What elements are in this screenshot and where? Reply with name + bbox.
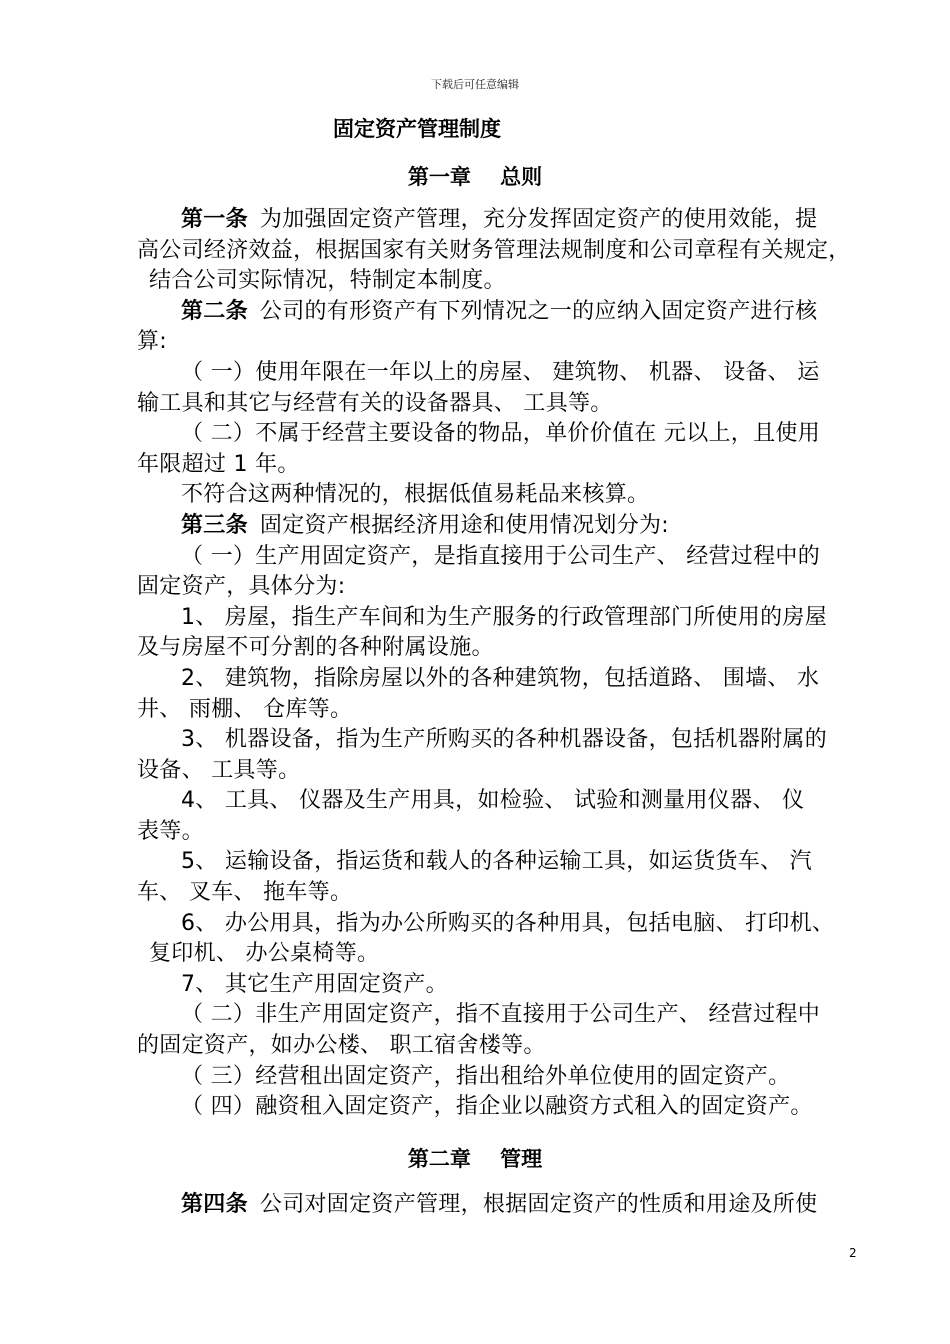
line-text: 1、 房屋，指生产车间和为生产服务的行政管理部门所使用的房屋	[181, 604, 827, 630]
text-line	[137, 511, 869, 542]
body-block-1	[137, 205, 869, 1123]
text-line	[137, 266, 869, 297]
line-text: 设备、 工具等。	[137, 757, 301, 783]
line-text: 井、 雨棚、 仓库等。	[137, 696, 353, 722]
header-note: 下载后可任意编辑	[431, 78, 519, 91]
document-title: 固定资产管理制度	[333, 117, 501, 141]
text-line	[137, 786, 869, 817]
line-text: 为加强固定资产管理，充分发挥固定资产的使用效能，提	[259, 207, 818, 232]
line-text: （ 一）生产用固定资产，是指直接用于公司生产、 经营过程中的	[181, 543, 820, 569]
text-line	[137, 756, 869, 787]
line-text: 4、 工具、 仪器及生产用具，如检验、 试验和测量用仪器、 仪	[181, 788, 805, 814]
text-line	[137, 542, 869, 573]
line-text: 的固定资产，如办公楼、 职工宿舍楼等。	[137, 1033, 546, 1059]
line-text: 2、 建筑物，指除房屋以外的各种建筑物，包括道路、 围墙、 水	[181, 665, 820, 691]
text-line	[137, 480, 869, 511]
line-text: 车、 叉车、 拖车等。	[137, 880, 353, 906]
text-line	[137, 236, 869, 267]
line-text: （ 二）不属于经营主要设备的物品，单价价值在 元以上，且使用	[181, 421, 820, 447]
text-line	[137, 1190, 869, 1221]
line-text: 结合公司实际情况，特制定本制度。	[149, 268, 506, 294]
line-text: 6、 办公用具，指为办公所购买的各种用具，包括电脑、 打印机、	[181, 910, 835, 936]
line-text: 公司对固定资产管理，根据固定资产的性质和用途及所使	[259, 1192, 818, 1217]
text-line	[137, 633, 869, 664]
line-text: 及与房屋不可分割的各种附属设施。	[137, 635, 494, 661]
text-line	[137, 389, 869, 420]
line-text: （ 一）使用年限在一年以上的房屋、 建筑物、 机器、 设备、 运	[181, 359, 820, 385]
text-line	[137, 450, 869, 481]
text-line	[137, 297, 869, 328]
text-line	[137, 327, 869, 358]
line-text: 5、 运输设备，指运货和载人的各种运输工具，如运货货车、 汽	[181, 849, 812, 875]
text-line	[137, 847, 869, 878]
line-text: 不符合这两种情况的，根据低值易耗品来核算。	[181, 482, 650, 508]
text-line	[137, 725, 869, 756]
text-line	[137, 572, 869, 603]
text-line	[137, 817, 869, 848]
chapter-heading-1: 第一章 总则	[407, 165, 543, 189]
text-line	[137, 970, 869, 1001]
line-text: 公司的有形资产有下列情况之一的应纳入固定资产进行核	[259, 298, 818, 324]
line-text: 表等。	[137, 818, 204, 844]
line-text: 算:	[137, 329, 168, 355]
line-text: 复印机、 办公桌椅等。	[149, 941, 380, 967]
text-line	[137, 939, 869, 970]
line-text: （ 二）非生产用固定资产，指不直接用于公司生产、 经营过程中	[181, 1002, 820, 1028]
line-text: 固定资产根据经济用途和使用情况划分为:	[259, 512, 670, 538]
text-line	[137, 1062, 869, 1093]
line-text: （ 三）经营租出固定资产，指出租给外单位使用的固定资产。	[181, 1063, 791, 1089]
article-label: 第二条	[181, 298, 248, 324]
chapter-heading-2: 第二章 管理	[407, 1147, 543, 1171]
text-line	[137, 878, 869, 909]
text-line	[137, 205, 869, 236]
line-text: （ 四）融资租入固定资产，指企业以融资方式租入的固定资产。	[181, 1094, 813, 1120]
body-block-2	[137, 1190, 869, 1221]
line-text: 高公司经济效益，根据国家有关财务管理法规制度和公司章程有关规定，	[137, 237, 851, 263]
page-number: 2	[849, 1246, 857, 1260]
line-text: 7、 其它生产用固定资产。	[181, 971, 448, 997]
article-label: 第一条	[181, 207, 248, 232]
text-line	[137, 909, 869, 940]
text-line	[137, 1000, 869, 1031]
article-label: 第四条	[181, 1192, 248, 1217]
text-line	[137, 1031, 869, 1062]
line-text: 固定资产，具体分为:	[137, 574, 346, 600]
text-line	[137, 358, 869, 389]
text-line	[137, 664, 869, 695]
text-line	[137, 419, 869, 450]
text-line	[137, 695, 869, 726]
article-label: 第三条	[181, 512, 248, 538]
text-line	[137, 1092, 869, 1123]
line-text: 输工具和其它与经营有关的设备器具、 工具等。	[137, 390, 613, 416]
line-text: 3、 机器设备，指为生产所购买的各种机器设备，包括机器附属的	[181, 727, 827, 753]
text-line	[137, 603, 869, 634]
line-text: 年限超过 1 年。	[137, 451, 300, 477]
